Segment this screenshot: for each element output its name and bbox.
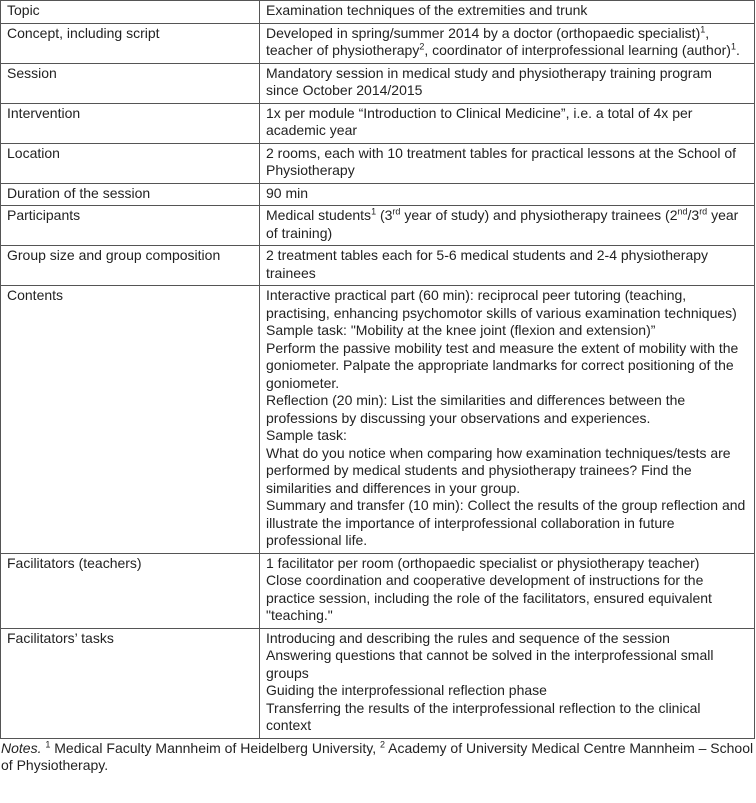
row-value-line: Mandatory session in medical study and physiotherapy training program since October 2014/2015	[266, 64, 712, 98]
row-value	[260, 103, 755, 143]
row-value-line: What do you notice when comparing how examination techniques/tests are performed by medical students and physiotherapy trainees? Find the similarities and differences in your group.	[266, 444, 731, 496]
row-value: Developed in spring/summer 2014 by a doctor (orthopaedic specialist)$^1$, teacher of physiotherapy$^2$, coordinator of interprofessional learning (author)$^1$.	[260, 23, 755, 63]
table-row	[1, 63, 755, 103]
row-value-line: Sample task:	[266, 427, 347, 443]
table-row	[1, 143, 755, 183]
row-value	[260, 143, 755, 183]
row-label: Group size and group composition	[1, 246, 260, 286]
row-value-line: Transferring the results of the interprofessional reflection to the clinical context	[266, 699, 701, 733]
row-value-line: Guiding the interprofessional reflection phase	[266, 682, 547, 698]
row-value-line: Close coordination and cooperative development of instructions for the practice session, including the role of the facilitators, ensured equivalent "teaching."	[266, 572, 712, 623]
row-value-line: Examination techniques of the extremities and trunk	[266, 2, 588, 18]
notes-label: Notes.	[1, 739, 42, 756]
row-value-line: 1 facilitator per room (orthopaedic specialist or physiotherapy teacher)	[266, 554, 700, 571]
row-value-line: Summary and transfer (10 min): Collect the results of the group reflection and illustrate the importance of interprofessional collaboration in future professional life.	[266, 497, 746, 548]
row-value-line: Introducing and describing the rules and sequence of the session	[266, 629, 670, 646]
table-row	[1, 628, 755, 738]
row-label: Participants	[1, 206, 260, 246]
row-value-line: 90 min	[266, 184, 309, 201]
row-value-line: Reflection (20 min): List the similarities and differences between the professions by discussing your observations and experiences.	[266, 392, 686, 426]
row-value-line: 2 rooms, each with 10 treatment tables for practical lessons at the School of Physiotherapy	[266, 144, 737, 178]
table-body	[1, 1, 755, 739]
row-label: Location	[1, 143, 260, 183]
row-label: Facilitators’ tasks	[1, 628, 260, 738]
row-label: Topic	[1, 1, 260, 24]
row-value	[260, 183, 755, 206]
row-label: Intervention	[1, 103, 260, 143]
row-value	[260, 1, 755, 24]
row-value	[260, 628, 755, 738]
row-value-line: 1x per module “Introduction to Clinical Medicine”, i.e. a total of 4x per academic year	[266, 104, 693, 138]
row-value: Medical students$^1$ (3rd year of study) and physiotherapy trainees (2nd/3rd year of training)	[260, 206, 755, 246]
notes-text: $^1$ Medical Faculty Mannheim of Heidelberg University, $^2$ Academy of University Medical Centre Mannheim – School of Physiotherapy.	[1, 738, 754, 773]
row-label: Contents	[1, 286, 260, 554]
row-value-line: Sample task: "Mobility at the knee joint (flexion and extension)”	[266, 322, 656, 338]
table-row	[1, 246, 755, 286]
row-value	[260, 63, 755, 103]
table-row	[1, 553, 755, 628]
row-label: Session	[1, 63, 260, 103]
row-value	[260, 246, 755, 286]
row-value-line: Answering questions that cannot be solved in the interprofessional small groups	[266, 647, 714, 681]
table-row	[1, 103, 755, 143]
row-value	[260, 286, 755, 554]
table-row	[1, 23, 755, 63]
table-notes	[0, 739, 756, 774]
table-row	[1, 1, 755, 24]
table-row	[1, 286, 755, 554]
row-value	[260, 553, 755, 628]
row-label: Duration of the session	[1, 183, 260, 206]
row-label: Concept, including script	[1, 23, 260, 63]
row-label: Facilitators (teachers)	[1, 553, 260, 628]
table-row	[1, 206, 755, 246]
row-value-line: Interactive practical part (60 min): reciprocal peer tutoring (teaching, practising, enhancing psychomotor skills of various examination techniques)	[266, 287, 737, 321]
row-value-line: Perform the passive mobility test and measure the extent of mobility with the goniometer. Palpate the appropriate landmarks for correct positioning of the goniometer.	[266, 339, 739, 391]
table-row	[1, 183, 755, 206]
row-value-line: 2 treatment tables each for 5-6 medical students and 2-4 physiotherapy trainees	[266, 247, 709, 281]
